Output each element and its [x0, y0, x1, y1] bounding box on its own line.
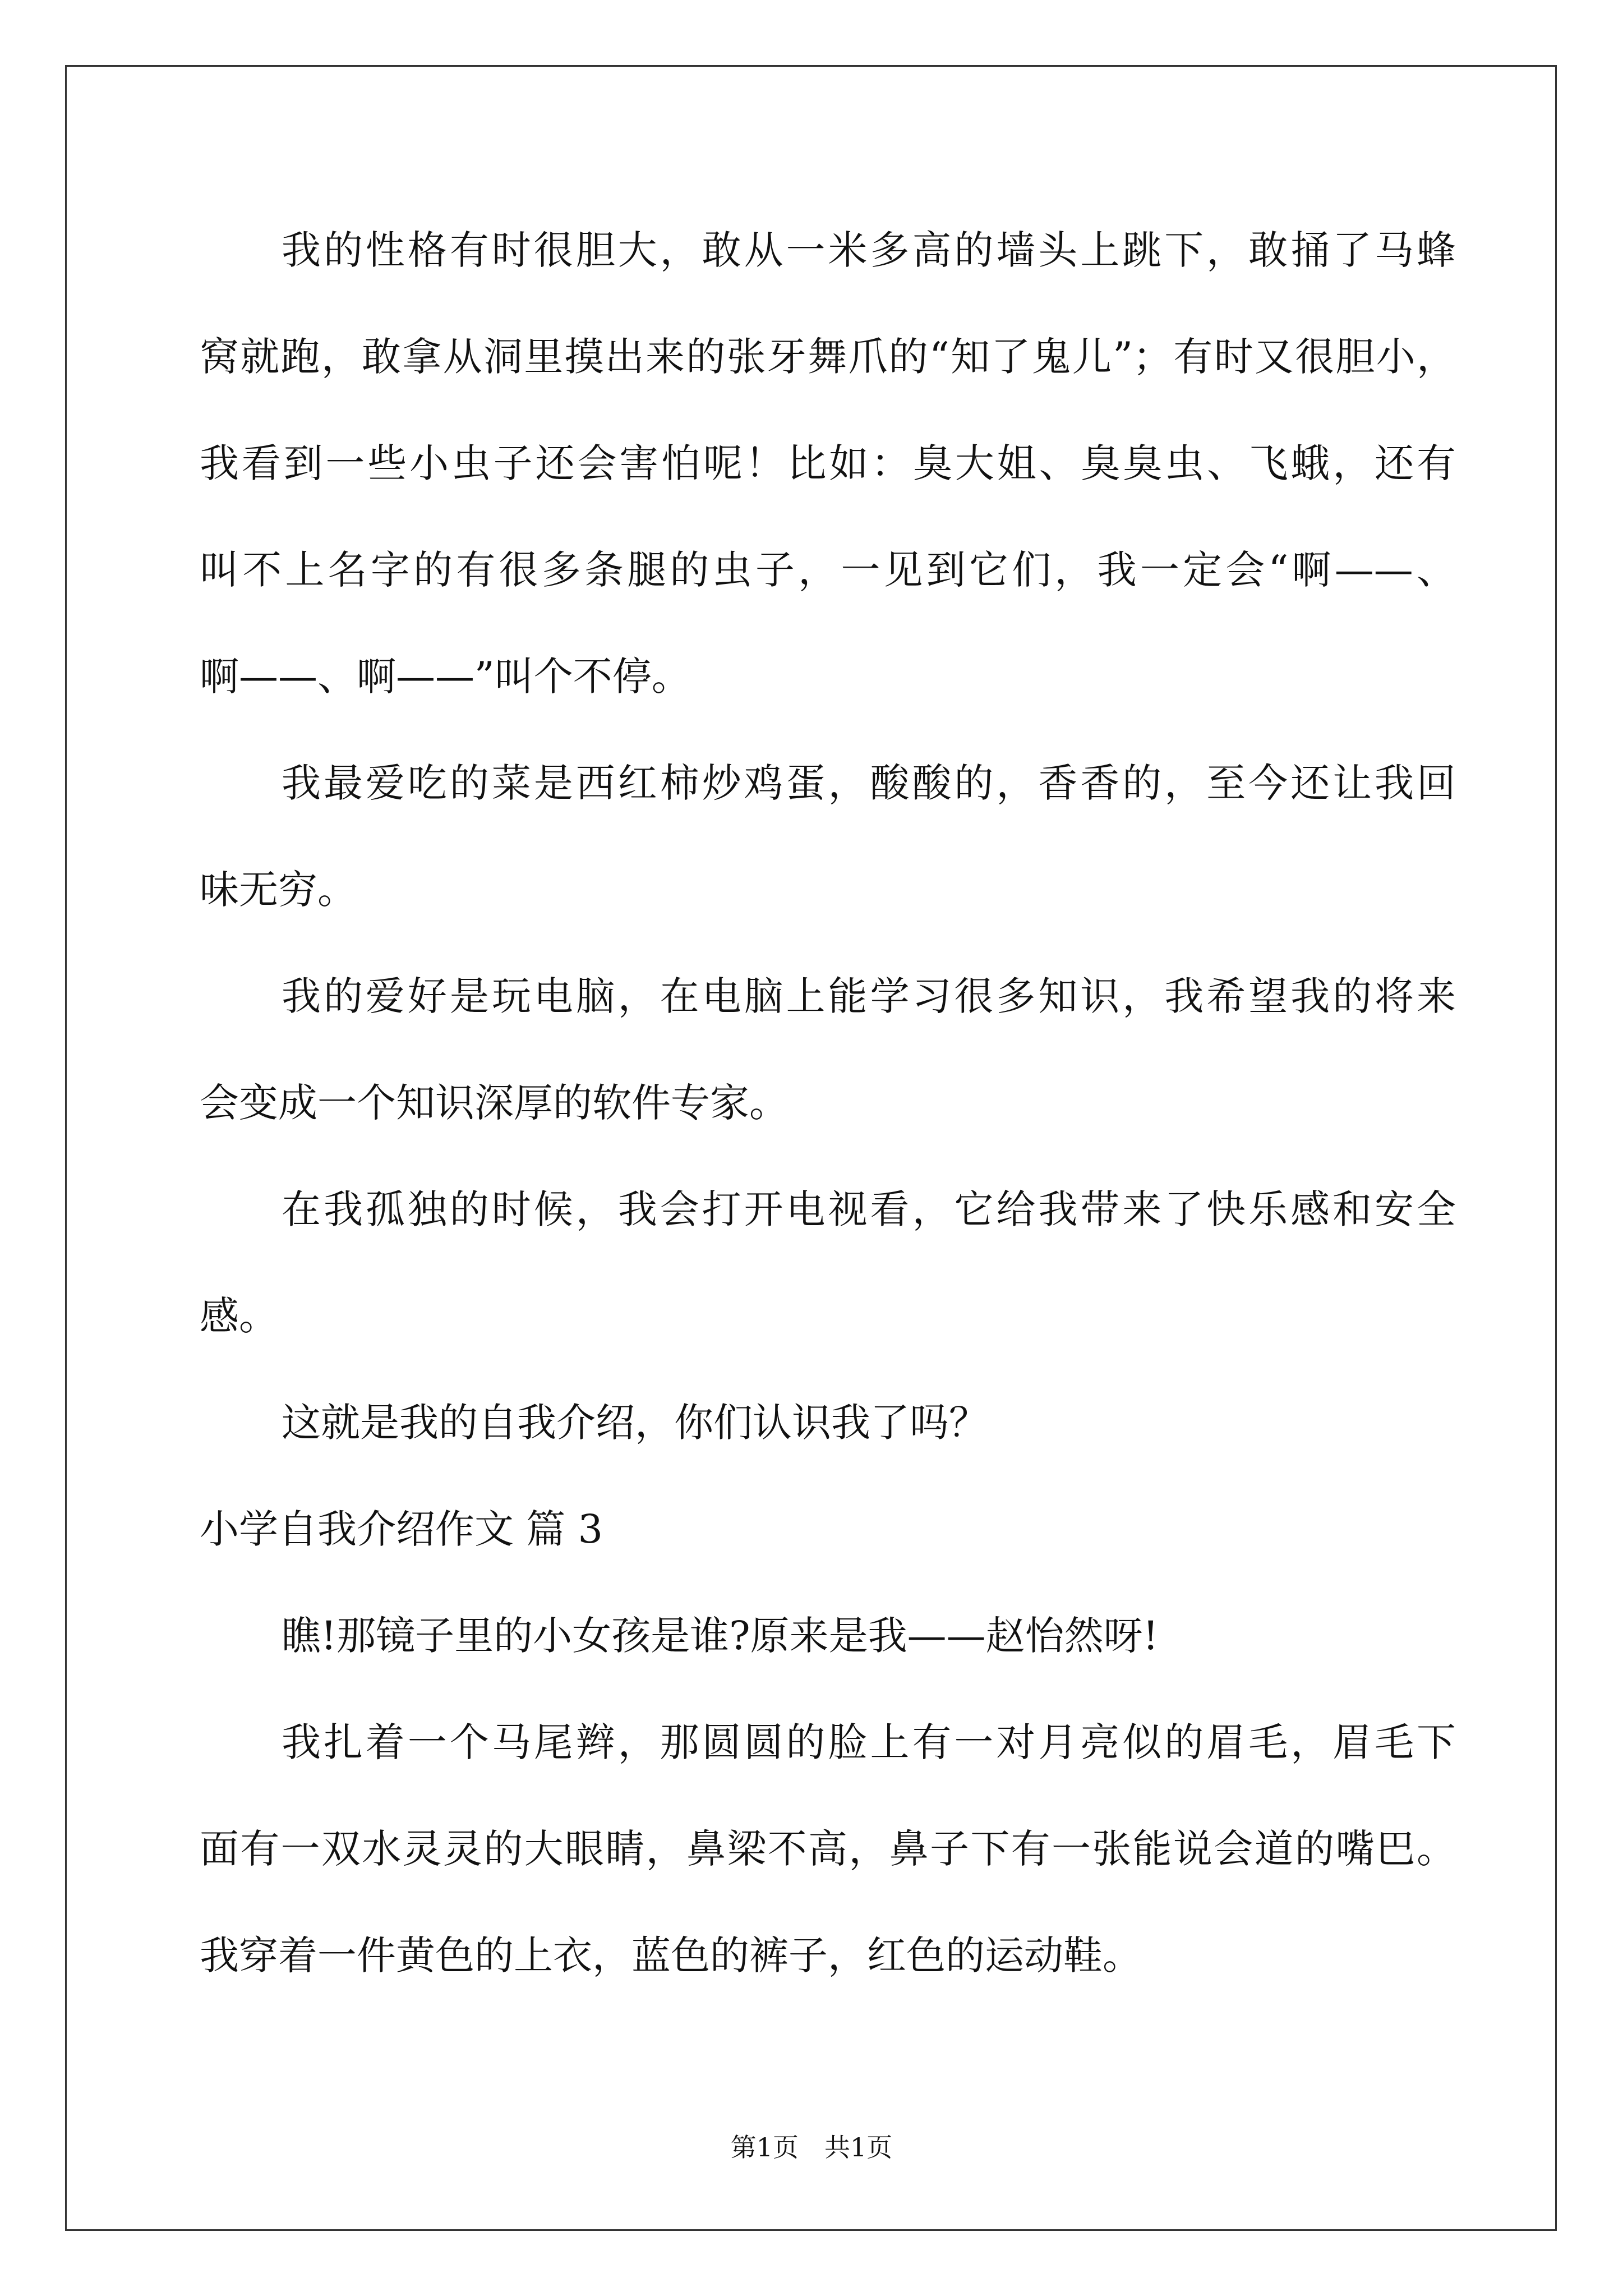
p6-line1: 瞧!那镜子里的小女孩是谁?原来是我——赵怡然呀! — [282, 1613, 1159, 1659]
section-heading: 小学自我介绍作文 篇 3 — [200, 1506, 603, 1552]
p1-line3: 我看到一些小虫子还会害怕呢！比如：臭大姐、臭臭虫、飞蛾，还有 — [200, 440, 1456, 486]
p1-line4: 叫不上名字的有很多条腿的虫子，一见到它们，我一定会“啊——、 — [200, 547, 1456, 593]
p2-line2: 味无穷。 — [200, 867, 357, 913]
p7-line2: 面有一双水灵灵的大眼睛，鼻梁不高，鼻子下有一张能说会道的嘴巴。 — [200, 1826, 1456, 1872]
p3-line1: 我的爱好是玩电脑，在电脑上能学习很多知识，我希望我的将来 — [282, 973, 1456, 1019]
page-border — [65, 65, 1557, 2231]
p7-line1: 我扎着一个马尾辫，那圆圆的脸上有一对月亮似的眉毛，眉毛下 — [282, 1719, 1456, 1765]
p2-line1: 我最爱吃的菜是西红柿炒鸡蛋，酸酸的，香香的，至今还让我回 — [282, 760, 1456, 806]
p1-line5: 啊——、啊——”叫个不停。 — [200, 654, 691, 700]
p1-line1: 我的性格有时很胆大，敢从一米多高的墙头上跳下，敢捅了马蜂 — [282, 227, 1456, 273]
p7-line3: 我穿着一件黄色的上衣，蓝色的裤子，红色的运动鞋。 — [200, 1932, 1142, 1978]
p5-line1: 这就是我的自我介绍，你们认识我了吗？ — [282, 1400, 988, 1446]
p4-line1: 在我孤独的时候，我会打开电视看，它给我带来了快乐感和安全 — [282, 1186, 1456, 1232]
p4-line2: 感。 — [200, 1293, 278, 1339]
p1-line2: 窝就跑，敢拿从洞里摸出来的张牙舞爪的“知了鬼儿”；有时又很胆小， — [200, 334, 1456, 380]
page-footer: 第1页 共1页 — [730, 2132, 893, 2162]
p3-line2: 会变成一个知识深厚的软件专家。 — [200, 1080, 789, 1126]
